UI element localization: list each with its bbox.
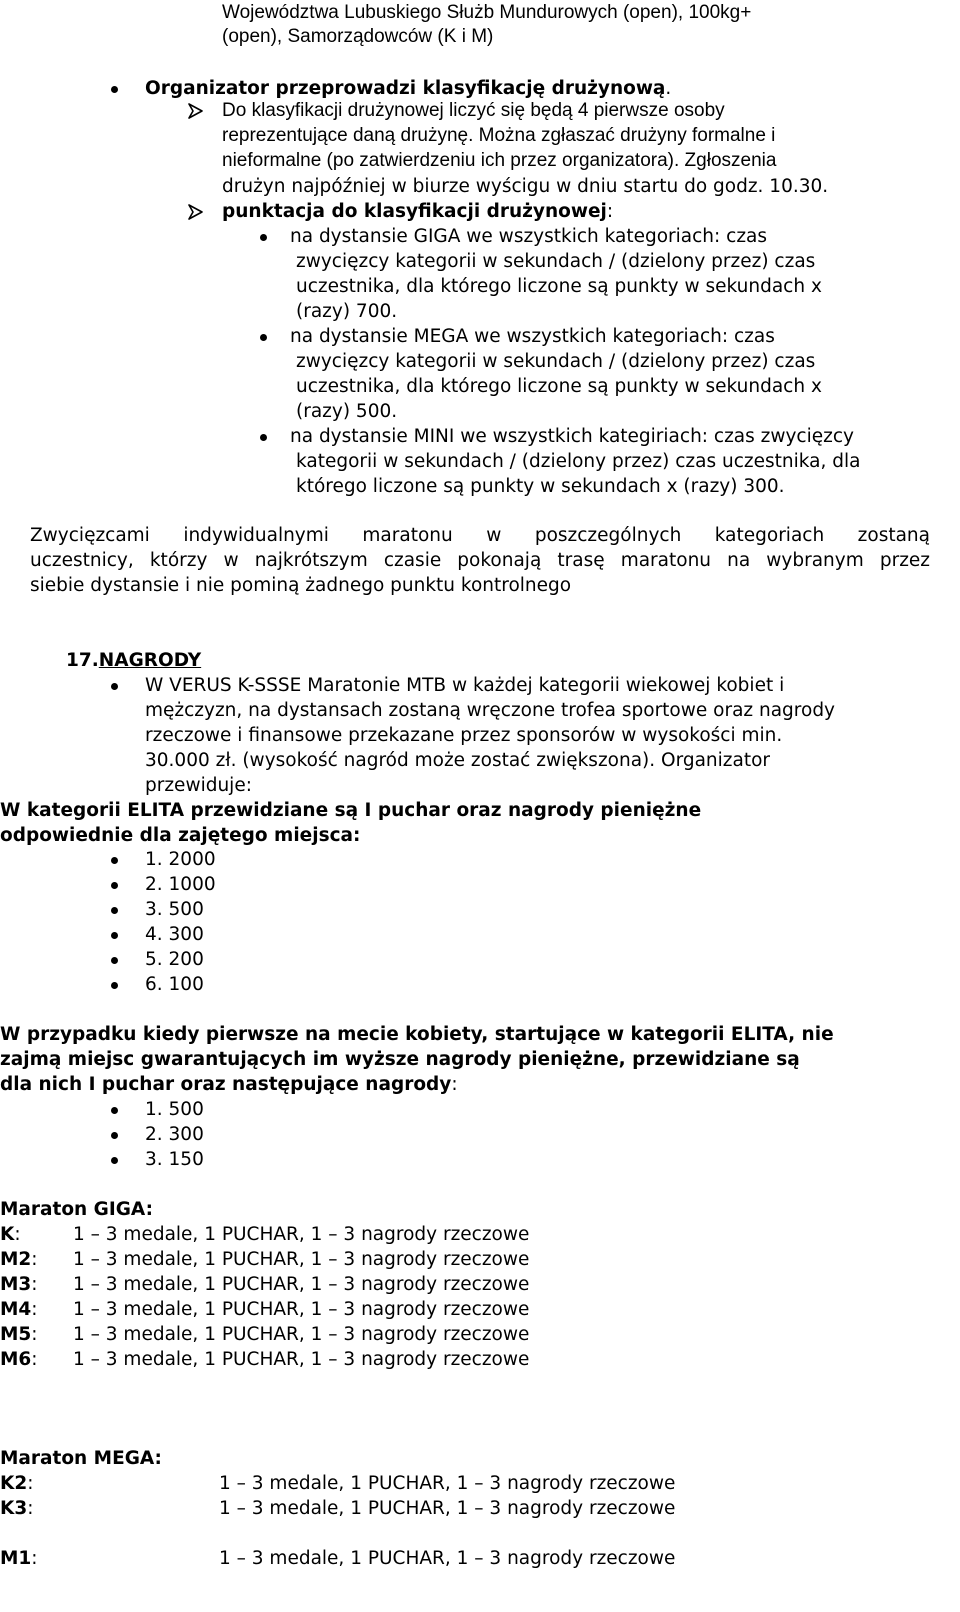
- women-heading-text: dla nich I puchar oraz następujące nagrody: [0, 1074, 452, 1095]
- women-heading-colon: :: [451, 1074, 458, 1095]
- bullet-icon: [111, 882, 118, 889]
- colon: :: [31, 1299, 38, 1320]
- prizes-intro-line-2: mężczyzn, na dystansach zostaną wręczone trofea sportowe oraz nagrody: [145, 700, 836, 721]
- elita-list-item: 5. 200: [145, 949, 204, 970]
- scoring-heading: [222, 199, 613, 224]
- bullet-icon: [111, 857, 118, 864]
- mega-row: [0, 1471, 33, 1496]
- giga-row-text: 1 – 3 medale, 1 PUCHAR, 1 – 3 nagrody rzeczowe: [73, 1249, 530, 1270]
- mega-row: [0, 1496, 33, 1521]
- giga-row: [0, 1272, 38, 1297]
- scoring-mega-line-4: (razy) 500.: [296, 401, 398, 422]
- elita-list-item: 2. 1000: [145, 874, 216, 895]
- scoring-heading-text: punktacja do klasyfikacji drużynowej: [222, 201, 607, 222]
- prizes-intro-line-4: 30.000 zł. (wysokość nagród może zostać zwiększona). Organizator: [145, 750, 771, 771]
- giga-category: M5: [0, 1324, 32, 1345]
- team-heading-text: Organizator przeprowadzi klasyfikację drużynową: [145, 78, 666, 99]
- mega-row: [0, 1546, 38, 1571]
- bullet-icon: [260, 234, 267, 241]
- giga-row: [0, 1222, 21, 1247]
- winners-line-1: Zwycięzcami indywidualnymi maratonu w poszczególnych kategoriach zostaną: [30, 525, 930, 546]
- bullet-icon: [111, 957, 118, 964]
- bullet-icon: [111, 683, 118, 690]
- top-line-2: (open), Samorządowców (K i M): [222, 26, 494, 47]
- mega-title: Maraton MEGA:: [0, 1448, 162, 1469]
- arrow-bullet-icon: [188, 204, 204, 220]
- women-list-item: 2. 300: [145, 1124, 204, 1145]
- giga-row-text: 1 – 3 medale, 1 PUCHAR, 1 – 3 nagrody rzeczowe: [73, 1224, 530, 1245]
- winners-paragraph: [30, 523, 930, 598]
- scoring-mega-line-1: na dystansie MEGA we wszystkich kategoriach: czas: [290, 326, 775, 347]
- scoring-giga-line-3: uczestnika, dla którego liczone są punkty w sekundach x: [296, 276, 822, 297]
- prizes-intro-line-1: W VERUS K-SSSE Maratonie MTB w każdej kategorii wiekowej kobiet i: [145, 675, 785, 696]
- women-list-item: 3. 150: [145, 1149, 204, 1170]
- women-heading-line-1: W przypadku kiedy pierwsze na mecie kobiety, startujące w kategorii ELITA, nie: [0, 1024, 834, 1045]
- colon: :: [31, 1249, 38, 1270]
- winners-line-3: siebie dystansie i nie pominą żadnego punktu kontrolnego: [30, 575, 572, 596]
- giga-category: M4: [0, 1299, 32, 1320]
- scoring-giga-line-2: zwycięzcy kategorii w sekundach / (dzielony przez) czas: [296, 251, 816, 272]
- colon: :: [14, 1224, 21, 1245]
- team-rule-line-4: drużyn najpóźniej w biurze wyścigu w dniu startu do godz. 10.30.: [222, 176, 829, 197]
- mega-row-text: 1 – 3 medale, 1 PUCHAR, 1 – 3 nagrody rzeczowe: [219, 1498, 676, 1519]
- scoring-mini-line-2: kategorii w sekundach / (dzielony przez) czas uczestnika, dla: [296, 451, 861, 472]
- elita-list-item: 1. 2000: [145, 849, 216, 870]
- mega-row-text: 1 – 3 medale, 1 PUCHAR, 1 – 3 nagrody rzeczowe: [219, 1473, 676, 1494]
- colon: :: [31, 1548, 38, 1569]
- mega-row-text: 1 – 3 medale, 1 PUCHAR, 1 – 3 nagrody rzeczowe: [219, 1548, 676, 1569]
- elita-list-item: 3. 500: [145, 899, 204, 920]
- giga-category: M3: [0, 1274, 32, 1295]
- scoring-giga-line-1: na dystansie GIGA we wszystkich kategoriach: czas: [290, 226, 768, 247]
- team-rule-line-1: Do klasyfikacji drużynowej liczyć się będą 4 pierwsze osoby: [222, 100, 725, 121]
- scoring-giga-line-4: (razy) 700.: [296, 301, 398, 322]
- mega-category: K3: [0, 1498, 28, 1519]
- mega-category: K2: [0, 1473, 28, 1494]
- prizes-intro-line-5: przewiduje:: [145, 775, 252, 796]
- scoring-mega-line-3: uczestnika, dla którego liczone są punkty w sekundach x: [296, 376, 822, 397]
- giga-row-text: 1 – 3 medale, 1 PUCHAR, 1 – 3 nagrody rzeczowe: [73, 1324, 530, 1345]
- elita-list-item: 6. 100: [145, 974, 204, 995]
- women-heading-line-3: [0, 1072, 458, 1097]
- elita-heading-line-1: W kategorii ELITA przewidziane są I puchar oraz nagrody pieniężne: [0, 800, 702, 821]
- giga-row: [0, 1297, 38, 1322]
- bullet-icon: [260, 434, 267, 441]
- colon: :: [31, 1324, 38, 1345]
- elita-heading-line-2: odpowiednie dla zajętego miejsca:: [0, 825, 361, 846]
- bullet-icon: [111, 1107, 118, 1114]
- bullet-icon: [111, 932, 118, 939]
- team-heading-dot: .: [665, 78, 672, 99]
- section-number: 17.: [66, 650, 99, 671]
- elita-list-item: 4. 300: [145, 924, 204, 945]
- giga-row-text: 1 – 3 medale, 1 PUCHAR, 1 – 3 nagrody rzeczowe: [73, 1274, 530, 1295]
- giga-row: [0, 1347, 38, 1372]
- scoring-heading-colon: :: [606, 201, 614, 222]
- giga-row-text: 1 – 3 medale, 1 PUCHAR, 1 – 3 nagrody rzeczowe: [73, 1299, 530, 1320]
- giga-category: M2: [0, 1249, 32, 1270]
- team-rule-line-2: reprezentujące daną drużynę. Można zgłaszać drużyny formalne i: [222, 125, 776, 146]
- colon: :: [31, 1349, 38, 1370]
- arrow-bullet-icon: [188, 103, 204, 119]
- bullet-icon: [111, 1157, 118, 1164]
- women-list-item: 1. 500: [145, 1099, 204, 1120]
- scoring-mega-line-2: zwycięzcy kategorii w sekundach / (dzielony przez) czas: [296, 351, 816, 372]
- bullet-icon: [260, 334, 267, 341]
- prizes-intro-line-3: rzeczowe i finansowe przekazane przez sponsorów w wysokości min.: [145, 725, 783, 746]
- colon: :: [31, 1274, 38, 1295]
- team-rule-line-3: nieformalne (po zatwierdzeniu ich przez organizatora). Zgłoszenia: [222, 150, 777, 171]
- giga-row: [0, 1247, 38, 1272]
- colon: :: [27, 1473, 34, 1494]
- giga-category: K: [0, 1224, 15, 1245]
- bullet-icon: [111, 1132, 118, 1139]
- giga-row-text: 1 – 3 medale, 1 PUCHAR, 1 – 3 nagrody rzeczowe: [73, 1349, 530, 1370]
- mega-category: M1: [0, 1548, 32, 1569]
- giga-title: Maraton GIGA:: [0, 1199, 153, 1220]
- bullet-icon: [111, 982, 118, 989]
- scoring-mini-line-1: na dystansie MINI we wszystkich kategiriach: czas zwycięzcy: [290, 426, 854, 447]
- women-heading-line-2: zajmą miejsc gwarantujących im wyższe nagrody pieniężne, przewidziane są: [0, 1049, 800, 1070]
- scoring-mini-line-3: którego liczone są punkty w sekundach x (razy) 300.: [296, 476, 785, 497]
- top-line-1: Województwa Lubuskiego Służb Mundurowych (open), 100kg+: [222, 2, 752, 23]
- colon: :: [27, 1498, 34, 1519]
- giga-category: M6: [0, 1349, 32, 1370]
- bullet-icon: [111, 86, 118, 93]
- section-heading: [66, 648, 201, 673]
- giga-row: [0, 1322, 38, 1347]
- section-title: NAGRODY: [98, 650, 202, 671]
- winners-line-2: uczestnicy, którzy w najkrótszym czasie pokonają trasę maratonu na wybranym przez: [30, 550, 930, 571]
- bullet-icon: [111, 907, 118, 914]
